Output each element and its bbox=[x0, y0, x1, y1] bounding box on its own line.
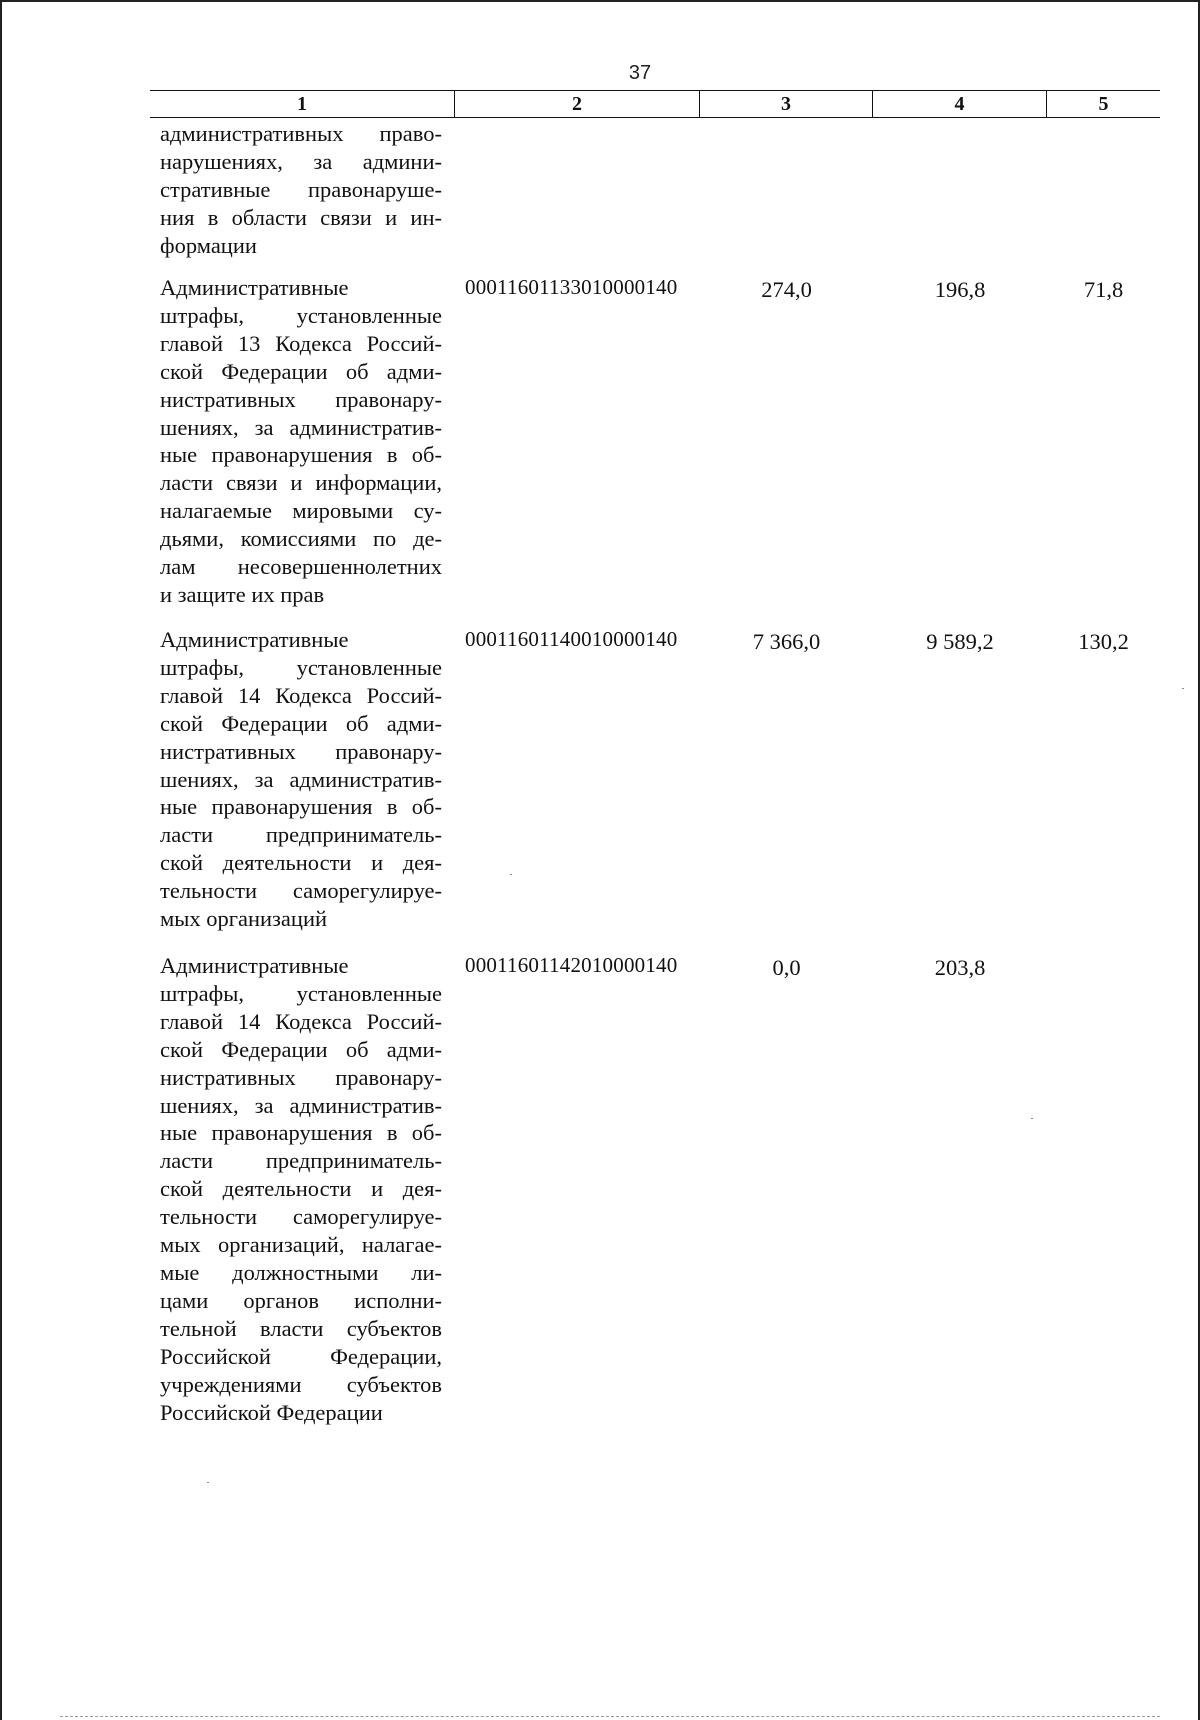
value-col-4: 9 589,2 bbox=[926, 629, 994, 654]
desc-line: ской Федерации об адми- bbox=[160, 710, 442, 736]
desc-line: штрафы, установленные bbox=[160, 654, 442, 680]
header-col-1: 1 bbox=[150, 91, 455, 117]
budget-classification-code: 00011601142010000140 bbox=[465, 953, 678, 977]
value-col-4: 203,8 bbox=[934, 955, 986, 980]
scan-speck bbox=[510, 874, 512, 875]
desc-line: шениях, за административ- bbox=[160, 766, 442, 792]
desc-line: ской деятельности и дея- bbox=[160, 850, 442, 876]
value-col-3: 0,0 bbox=[772, 955, 801, 980]
scan-speck bbox=[1182, 688, 1184, 689]
value-col-5: 71,8 bbox=[1083, 277, 1124, 302]
desc-line: Российской Федерации bbox=[160, 1399, 383, 1425]
desc-line: формации bbox=[160, 232, 257, 258]
desc-line: штрафы, установленные bbox=[160, 980, 442, 1006]
budget-classification-code: 00011601133010000140 bbox=[465, 275, 678, 299]
row-description bbox=[160, 626, 442, 933]
header-col-3: 3 bbox=[700, 91, 873, 117]
desc-line: мых организаций, налагае- bbox=[160, 1232, 442, 1258]
desc-line: учреждениями субъектов bbox=[160, 1371, 442, 1397]
value-col-3: 274,0 bbox=[761, 277, 812, 302]
desc-line: нистративных правонару- bbox=[160, 1064, 442, 1090]
desc-line: ской деятельности и дея- bbox=[160, 1176, 442, 1202]
desc-line: ласти предприниматель- bbox=[160, 822, 442, 848]
row-description bbox=[160, 120, 442, 260]
desc-line: административных право- bbox=[160, 121, 442, 146]
desc-line: тельности саморегулируе- bbox=[160, 878, 442, 904]
value-col-3: 7 366,0 bbox=[752, 629, 821, 654]
desc-line: стративные правонаруше- bbox=[160, 176, 442, 202]
desc-line: лам несовершеннолетних bbox=[160, 554, 442, 580]
desc-line: ные правонарушения в об- bbox=[160, 442, 442, 468]
header-col-5: 5 bbox=[1098, 93, 1109, 115]
row-description bbox=[160, 952, 442, 1426]
desc-line: штрафы, установленные bbox=[160, 302, 442, 328]
desc-line: ные правонарушения в об- bbox=[160, 794, 442, 820]
desc-line: тельной власти субъектов bbox=[160, 1315, 442, 1341]
desc-line: нарушениях, за админи- bbox=[160, 148, 442, 174]
desc-line: и защите их прав bbox=[160, 581, 325, 607]
desc-line: главой 13 Кодекса Россий- bbox=[160, 330, 442, 356]
desc-line: ния в области связи и ин- bbox=[160, 204, 442, 230]
desc-line: Российской Федерации, bbox=[160, 1343, 442, 1369]
desc-line: главой 14 Кодекса Россий- bbox=[160, 1008, 442, 1034]
row-description bbox=[160, 274, 442, 609]
desc-line: нистративных правонару- bbox=[160, 738, 442, 764]
scan-edge bbox=[60, 1716, 1160, 1717]
desc-line: главой 14 Кодекса Россий- bbox=[160, 682, 442, 708]
desc-line: ской Федерации об адми- bbox=[160, 1036, 442, 1062]
desc-line: ласти предприниматель- bbox=[160, 1148, 442, 1174]
desc-line: ласти связи и информации, bbox=[160, 470, 442, 496]
scan-speck bbox=[207, 1482, 209, 1483]
desc-line: мых организаций bbox=[160, 906, 328, 932]
desc-line: шениях, за административ- bbox=[160, 1092, 442, 1118]
desc-line: ской Федерации об адми- bbox=[160, 358, 442, 384]
desc-line: Административные bbox=[160, 275, 349, 300]
desc-line: Административные bbox=[160, 953, 349, 978]
table-header bbox=[150, 90, 1160, 118]
desc-line: Административные bbox=[160, 627, 349, 652]
desc-line: мые должностными ли- bbox=[160, 1259, 442, 1285]
header-col-2: 2 bbox=[455, 91, 700, 117]
desc-line: шениях, за административ- bbox=[160, 414, 442, 440]
value-col-5: 130,2 bbox=[1078, 629, 1129, 654]
desc-line: тельности саморегулируе- bbox=[160, 1204, 442, 1230]
scan-speck bbox=[1031, 1118, 1033, 1119]
header-col-4: 4 bbox=[873, 91, 1047, 117]
desc-line: цами органов исполни- bbox=[160, 1287, 442, 1313]
desc-line: налагаемые мировыми су- bbox=[160, 498, 442, 524]
desc-line: ные правонарушения в об- bbox=[160, 1120, 442, 1146]
value-col-4: 196,8 bbox=[934, 277, 986, 302]
page-number: 37 bbox=[628, 62, 652, 84]
desc-line: нистративных правонару- bbox=[160, 386, 442, 412]
budget-classification-code: 00011601140010000140 bbox=[465, 627, 678, 651]
desc-line: дьями, комиссиями по де- bbox=[160, 526, 442, 552]
